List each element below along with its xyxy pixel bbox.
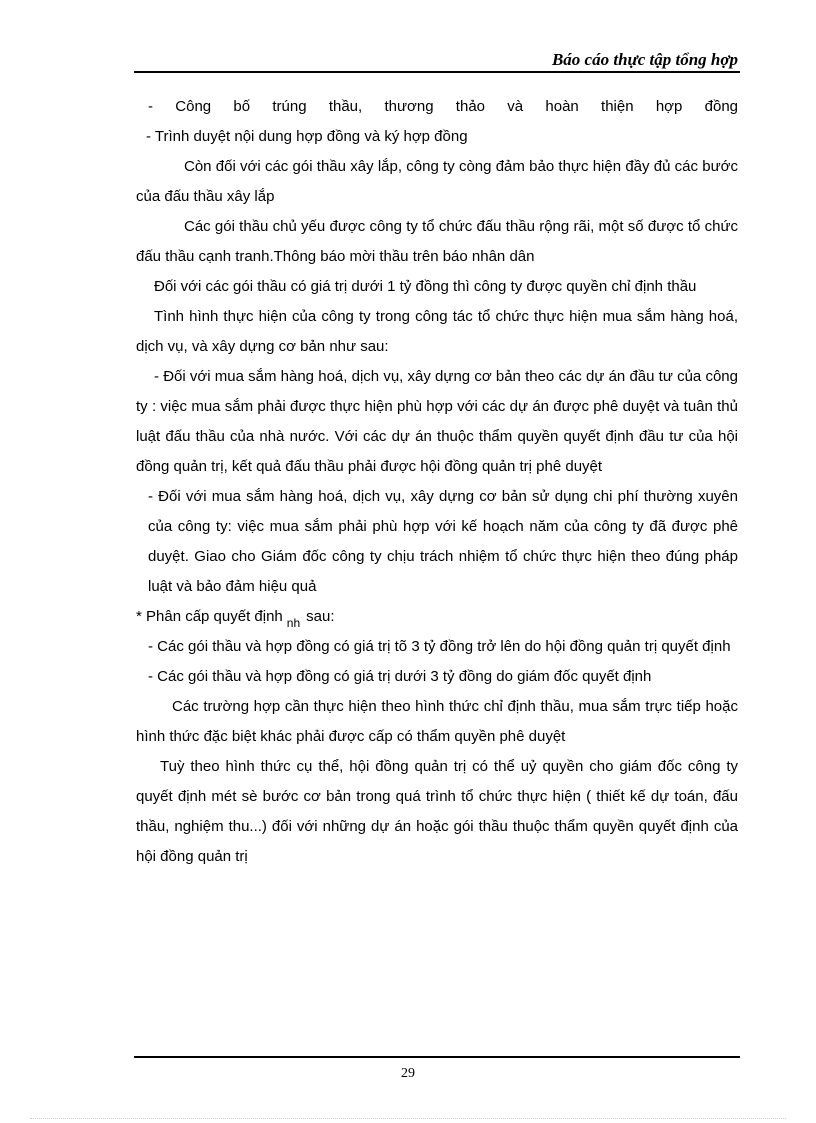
decision-levels-text: * Phân cấp quyết định (136, 608, 283, 625)
footer-rule (134, 1056, 740, 1058)
paragraph-investment-projects: - Đối với mua sắm hàng hoá, dịch vụ, xây dựng cơ bản theo các dự án đầu tư của công ty : việc mua sắm phải được thực hiện phù hợp với các dự án được phê duyệt và tuân thủ luật đấu thầu của nhà nước. Với các dự án thuộc thẩm quyền quyết định đầu tư của hội đồng quản trị, kết quả đấu thầu phải được hội đồng quản trị phê duyệt (136, 368, 738, 475)
paragraph-special-cases: Các trường hợp cần thực hiện theo hình thức chỉ định thầu, mua sắm trực tiếp hoặc hình thức đặc biệt khác phải được cấp có thẩm quyền phê duyệt (136, 698, 738, 745)
paragraph-regular-expenses: - Đối với mua sắm hàng hoá, dịch vụ, xây dựng cơ bản sử dụng chi phí thường xuyên của công ty: việc mua sắm phải phù hợp với kế hoạch năm của công ty đã được phê duyệt. Giao cho Giám đốc công ty chịu trách nhiệm tổ chức thực hiện theo đúng pháp luật và bảo đảm hiệu quả (148, 488, 738, 595)
paragraph-direct-appointment: Đối với các gói thầu có giá trị dưới 1 tỷ đồng thì công ty được quyền chỉ định thầu (154, 278, 697, 295)
paragraph-implementation-status: Tình hình thực hiện của công ty trong công tác tổ chức thực hiện mua sắm hàng hoá, dịch vụ, và xây dựng cơ bản như sau: (136, 308, 738, 355)
page-number: 29 (401, 1066, 415, 1081)
paragraph-construction-bids: Còn đối với các gói thầu xây lắp, công ty còng đảm bảo thực hiện đầy đủ các bước của đấu thầu xây lắp (136, 158, 738, 205)
line-submit-contract: - Trình duyệt nội dung hợp đồng và ký hợp đồng (146, 128, 468, 145)
paragraph-delegation: Tuỳ theo hình thức cụ thể, hội đồng quản trị có thể uỷ quyền cho giám đốc công ty quyết định mét sè bước cơ bản trong quá trình tổ chức thực hiện ( thiết kế dự toán, đấu thầu, nghiệm thu...) đối với những dự án hoặc gói thầu thuộc thẩm quyền quyết định của hội đồng quản trị (136, 758, 738, 865)
paragraph-bid-types: Các gói thầu chủ yếu được công ty tổ chức đấu thầu rộng rãi, một số được tổ chức đấu thầu cạnh tranh.Thông báo mời thầu trên báo nhân dân (136, 218, 738, 265)
decision-levels-tail: sau: (306, 608, 335, 625)
paragraph-over-3-billion: - Các gói thầu và hợp đồng có giá trị tõ 3 tỷ đồng trở lên do hội đồng quản trị quyết định (148, 638, 731, 655)
header-rule (134, 71, 740, 73)
line-publish-contract: - Công bố trúng thầu, thương thảo và hoàn thiện hợp đồng (148, 98, 738, 115)
body-text (136, 92, 738, 872)
paragraph-under-3-billion: - Các gói thầu và hợp đồng có giá trị dưới 3 tỷ đồng do giám đốc quyết định (148, 668, 652, 685)
page-bottom-border (30, 1118, 786, 1119)
header-title: Báo cáo thực tập tổng hợp (551, 50, 738, 69)
paragraph-decision-levels (136, 602, 738, 632)
decision-levels-subscript: nh (286, 616, 301, 630)
